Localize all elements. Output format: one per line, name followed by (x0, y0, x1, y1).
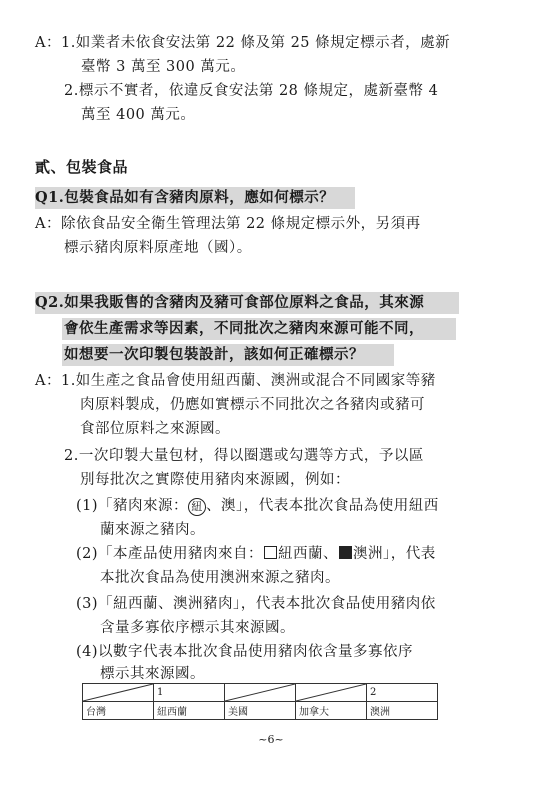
example-text: 澳洲」，代表 (353, 546, 436, 562)
answer-line: A：除依食品安全衛生管理法第 22 條規定標示外，另須再 (35, 216, 421, 232)
filled-checkbox (339, 546, 352, 559)
answer-line: 萬至 400 萬元。 (81, 107, 196, 123)
question-q2: 如想要一次印製包裝設計，該如何正確標示？ (64, 346, 364, 363)
source-country-table (82, 683, 438, 720)
page-number: ~6~ (258, 733, 284, 746)
answer-line: 2.一次印製大量包材，得以圈選或勾選等方式，予以區 (64, 448, 424, 464)
answer-line: A：1.如業者未依食安法第 22 條及第 25 條規定標示者，處新 (35, 35, 451, 51)
table-row (83, 684, 438, 702)
example-line: 標示其來源國。 (100, 666, 205, 682)
example-line (76, 544, 436, 564)
example-line: (4)以數字代表本批次食品使用豬肉依含量多寡依序 (76, 644, 414, 660)
example-text: 紐西蘭、 (278, 546, 339, 562)
country-cell: 澳洲 (367, 702, 438, 720)
example-text: 、澳」，代表本批次食品為使用紐西 (206, 498, 439, 514)
question-q1: Q1.包裝食品如有含豬肉原料，應如何標示？ (35, 189, 335, 206)
number-cell (83, 684, 154, 702)
diagonal-line (83, 684, 153, 701)
example-line: 含量多寡依序標示其來源國。 (100, 620, 295, 636)
number-cell: 1 (154, 684, 225, 702)
answer-line: 2.標示不實者，依違反食安法第 28 條規定，處新臺幣 4 (64, 83, 439, 99)
question-q2: 會依生產需求等因素，不同批次之豬肉來源可能不同， (64, 320, 424, 337)
answer-line: 肉原料製成，仍應如實標示不同批次之各豬肉或豬可 (80, 397, 425, 413)
example-text: (1)「豬肉來源： (76, 498, 189, 514)
country-cell: 台灣 (83, 702, 154, 720)
country-cell: 加拿大 (296, 702, 367, 720)
answer-line: 標示豬肉原料原產地（國）。 (64, 240, 252, 256)
answer-line: 食部位原料之來源國。 (80, 421, 230, 437)
table-row (83, 702, 438, 720)
diagonal-line (225, 684, 295, 701)
answer-line: A：1.如生產之食品會使用紐西蘭、澳洲或混合不同國家等豬 (35, 373, 436, 389)
example-text: (2)「本產品使用豬肉來自： (76, 546, 264, 562)
country-cell: 紐西蘭 (154, 702, 225, 720)
example-line: 本批次食品為使用澳洲來源之豬肉。 (100, 570, 340, 586)
example-line: 蘭來源之豬肉。 (100, 522, 205, 538)
circled-option: 紐 (188, 498, 206, 516)
diagonal-line (296, 684, 366, 701)
country-cell: 美國 (225, 702, 296, 720)
number-cell: 2 (367, 684, 438, 702)
answer-line: 臺幣 3 萬至 300 萬元。 (81, 59, 246, 75)
example-line (76, 496, 439, 516)
question-q2: Q2.如果我販售的含豬肉及豬可食部位原料之食品，其來源 (35, 294, 425, 311)
answer-line: 別每批次之實際使用豬肉來源國，例如： (80, 472, 350, 488)
section-title: 貳、包裝食品 (35, 158, 129, 176)
number-cell (225, 684, 296, 702)
empty-checkbox (264, 546, 277, 559)
number-cell (296, 684, 367, 702)
example-line: (3)「紐西蘭、澳洲豬肉」，代表本批次食品使用豬肉依 (76, 596, 436, 612)
